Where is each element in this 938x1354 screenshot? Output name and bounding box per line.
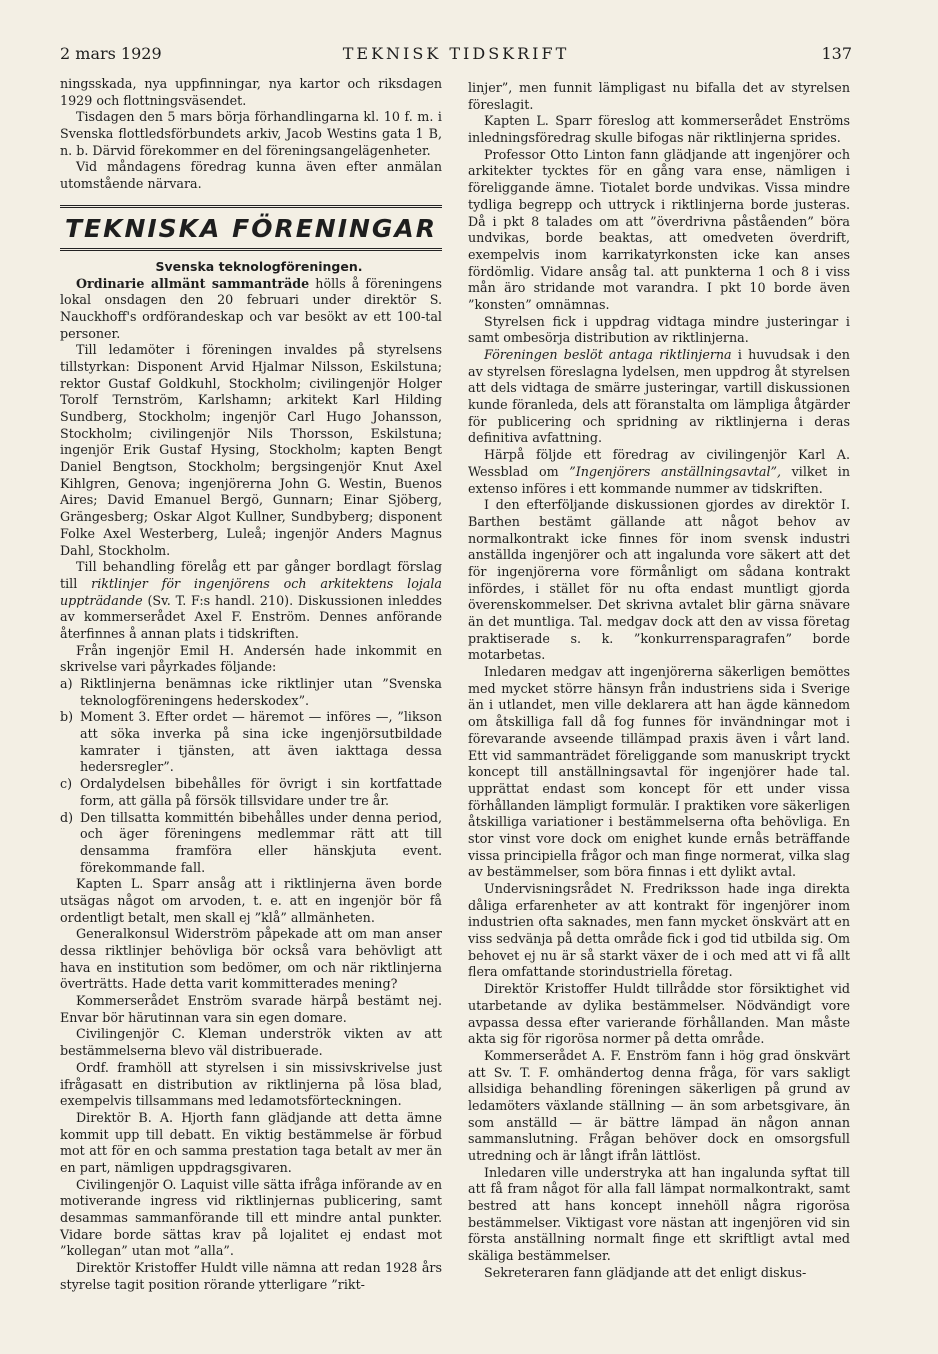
paragraph [468, 447, 850, 497]
paragraph: Generalkonsul Widerström påpekade att om man anser dessa riktlinjer behövliga bör också vara behövligt att hava en institution som bedömer, om och när riktlinjerna överträtts. Hade detta varit kommitterades mening? [60, 926, 442, 992]
paragraph: Sekreteraren fann glädjande att det enligt diskus- [484, 1264, 807, 1280]
paragraph: Tisdagen den 5 mars börja förhandlingarna kl. 10 f. m. i Svenska flottledsförbundets arkiv, Jacob Westins gata 1 B, n. b. Därvid förekommer en del föreningsangelägenheter. [60, 109, 442, 158]
paragraph: Professor Otto Linton fann glädjande att ingenjörer och arkitekter tycktes för en gång vara ense, nämligen i föreliggande ämne. Tiotalet borde undvikas. Vissa mindre tydliga begrepp och uttryck i riktlinjerna borde justeras. Då i pkt 8 talades om att ”överdrivna påståenden” böra undvikas, borde beaktas, att omedveten överdrift, exempelvis inom karrikatyrkonsten icke kan anses fördömlig. Vidare ansåg tal. att punkterna 1 och 8 i viss mån äro stridande mot varandra. I pkt 10 borde även ”konsten” omnämnas. [468, 146, 850, 312]
section-title: TEKNISKA FÖRENINGAR [64, 213, 438, 243]
list-item [60, 709, 442, 776]
paragraph: Inledaren medgav att ingenjörerna säkerligen bemöttes med mycket större hänsyn från industriens sida i Sverige än i utlandet, men ville deklarera att han ägde kännedom om åtskilliga fall då fog funnes för invändningar mot i förevarande avseende tillämpad praxis även i vårt land. Ett vid sammanträdet föreliggande som manuskript tryckt koncept till anställningsavtal för ingenjörer hade tal. upprättat endast som koncept för ett under vissa förhållanden lämpligt formulär. I praktiken vore säkerligen åtskilliga variationer i bestämmelserna ofta behövliga. En stor vinst vore dock om enighet kunde ernås beträffande vissa principiella frågor och man finge normerat, vilka slag av bestämmelser, som böra finnas i ett dylikt avtal. [468, 664, 850, 880]
paragraph: Direktör Kristoffer Huldt tillrådde stor försiktighet vid utarbetande av dylika bestämmelser. Nödvändigt vore avpassa dessa efter varierande förhållanden. Man måste akta sig för rigorösa normer på detta område. [468, 981, 850, 1047]
paragraph: Vid måndagens föredrag kunna även efter anmälan utomstående närvara. [60, 159, 442, 192]
paragraph: Kommerserådet Enström svarade härpå bestämt nej. Envar bör härutinnan vara sin egen domare. [60, 993, 442, 1025]
paragraph: linjer”, men funnit lämpligast nu bifalla det av styrelsen föreslagit. [468, 80, 850, 112]
list-label: a) [60, 676, 73, 691]
list-text: Riktlinjerna benämnas icke riktlinjer utan ”Svenska teknologföreningens hederskodex”. [80, 676, 442, 708]
list-item [60, 776, 442, 809]
paragraph: Civilingenjör C. Kleman underströk vikten av att bestämmelserna blevo väl distribuerade. [60, 1026, 442, 1059]
paragraph: Inledaren ville understryka att han ingalunda syftat till att få fram något för alla fall lämpat normalkontrakt, samt bestred att hans koncept innehöll några rigorösa bestämmelser. Viktigast vore nästan att ingenjören vid sin första anställning normalt finge ett skriftligt avtal med skäliga bestämmelser. [468, 1164, 850, 1264]
list-label: d) [60, 809, 74, 825]
list-text: Moment 3. Efter ordet — häremot — införes —, ”likson att söka inverka på sina icke ingenjörsutbildade kamrater i tjänsten, att även iakttaga dessa hedersregler”. [80, 709, 442, 775]
section-banner [60, 205, 442, 251]
paragraph: Civilingenjör O. Laquist ville sätta ifråga införande av en motiverande ingress vid riktlinjernas publicering, samt desammas sammanförande till ett mindre antal punkter. Vidare borde sättas krav på lojalitet ej endast mot ”kollegan” utan mot ”alla”. [60, 1176, 442, 1259]
society-heading: Svenska teknologföreningen. [155, 258, 363, 274]
paragraph: Direktör B. A. Hjorth fann glädjande att detta ämne kommit upp till debatt. En viktig bestämmelse är förbud mot att för en och samma prestation taga betalt av mer än en part, nämligen uppdragsgivaren. [60, 1109, 442, 1175]
proposal-list [60, 676, 442, 876]
paragraph [60, 276, 442, 343]
paragraph [60, 559, 442, 642]
list-text: Ordalydelsen bibehålles för övrigt i sin kortfattade form, att gälla på försök tillsvidare under tre år. [80, 776, 442, 808]
paragraph: I den efterföljande diskussionen gjordes av direktör I. Barthen bestämt gällande att något behov av normalkontrakt icke finnes för inom svensk industri anställda ingenjörer och att ingalunda vore säkert att det för ingenjörerna vore förmånligt om sådana kontrakt infördes, i stället för nu ofta endast muntligt gjorda överenskommelser. Det skrivna avtalet blir gärna snävare än det muntliga. Tal. medgav dock att den av vissa företag praktiserade s. k. ”konkurrensparagrafen” borde motarbetas. [468, 497, 850, 663]
list-label: b) [60, 709, 74, 725]
meeting-heading: Ordinarie allmänt sammanträde [76, 275, 310, 291]
paragraph: Kapten L. Sparr ansåg att i riktlinjerna även borde utsägas något om arvoden, t. e. att en ingenjör bör få ordentligt betalt, men skall ej ”klå” allmänheten. [60, 876, 442, 925]
list-item [60, 676, 442, 709]
right-column [468, 80, 850, 1282]
list-item [60, 810, 442, 877]
italic-title: riktlinjer för ingenjörens och arkitektens lojala uppträdande [60, 575, 442, 608]
text-run: i huvudsak i den av styrelsen föreslagna lydelsen, men uppdrog åt styrelsen att dels vidtaga de smärre justeringar, vartill diskussionen kunde föranleda, dels att föranstalta om lämpliga åtgärder för publicering och spridning av riktlinjerna i deras definitiva avfattning. [468, 347, 850, 446]
text-run: Härpå följde ett föredrag av civilingenjör Karl A. Wessblad om [468, 447, 850, 479]
paragraph: Undervisningsrådet N. Fredriksson hade inga direkta dåliga erfarenheter av att kontrakt för ingenjörer inom industrien ofta saknades, men fann mycket önskvärt att en viss sedvänja på detta område fick i god tid utbilda sig. Om behovet ej nu är så starkt växer de i och med att vi få allt flera omfattande storindustriella företag. [468, 881, 850, 980]
page-header [60, 44, 852, 68]
page-number: 137 [821, 44, 852, 63]
meeting-text: hölls å föreningens lokal onsdagen den 20 februari under direktör S. Nauckhoff's ordförandeskap och var besökt av ett 100-tal personer. [60, 275, 442, 341]
paragraph: Kommerserådet A. F. Enström fann i hög grad önskvärt att Sv. T. F. omhändertog denna fråga, för vars sakligt allsidiga behandling föreningen säkerligen på grund av ledamöters växlande ställning — än som arbetsgivare, än som anställd — är bättre lämpad än någon annan sammanslutning. Frågan behöver dock en omsorgsfull utredning och är långt ifrån lättlöst. [468, 1047, 850, 1163]
paragraph: Direktör Kristoffer Huldt ville nämna att redan 1928 års styrelse tagit position rörande ytterligare ”rikt- [60, 1260, 442, 1292]
issue-date: 2 mars 1929 [60, 44, 162, 63]
journal-title: TEKNISK TIDSKRIFT [342, 44, 570, 63]
list-text: Den tillsatta kommittén bibehålles under denna period, och äger föreningens medlemmar rätt att till densamma framföra eller hänskjuta event. förekommande fall. [80, 809, 442, 875]
paragraph [468, 347, 850, 447]
paragraph: Styrelsen fick i uppdrag vidtaga mindre justeringar i samt ombesörja distribution av riktlinjerna. [468, 313, 850, 346]
italic-decision: Föreningen beslöt antaga riktlinjerna [484, 347, 732, 362]
list-label: c) [60, 776, 73, 792]
text-run: (Sv. T. F:s handl. 210). Diskussionen inleddes av kommerserådet Axel F. Enström. Dennes anförande återfinnes å annan plats i tidskriften. [60, 592, 442, 641]
paragraph: ningsskada, nya uppfinningar, nya kartor och riksdagen 1929 och flottningsväsendet. [60, 76, 442, 108]
paragraph: Ordf. framhöll att styrelsen i sin missivskrivelse just ifrågasatt en distribution av riktlinjerna på lösa blad, exempelvis tillsammans med ledamotsförteckningen. [60, 1059, 442, 1109]
text-run: Till behandling förelåg ett par gånger bordlagt förslag till [60, 559, 442, 591]
paragraph: Från ingenjör Emil H. Andersén hade inkommit en skrivelse vari påyrkades följande: [60, 642, 442, 675]
left-column [60, 76, 442, 1293]
italic-title: ”Ingenjörers anställningsavtal”, [569, 463, 782, 479]
paragraph: Kapten L. Sparr föreslog att kommerserådet Enströms inledningsföredrag skulle bifogas när riktlinjerna sprides. [468, 113, 850, 146]
text-run: vilket in extenso införes i ett kommande nummer av tidskriften. [468, 463, 850, 496]
paragraph: Till ledamöter i föreningen invaldes på styrelsens tillstyrkan: Disponent Arvid Hjalmar Nilsson, Eskilstuna; rektor Gustaf Goldkuhl, Stockholm; civilingenjör Holger Torolf Ternström, Karlshamn; arkitekt Karl Hilding Sundberg, Stockholm; ingenjör Carl Hugo Johansson, Stockholm; civilingenjör Nils Thorsson, Eskilstuna; ingenjör Erik Gustaf Hysing, Stockholm; kapten Bengt Daniel Bengtson, Stockholm; bergsingenjör Knut Axel Kihlgren, Genova; ingenjörerna John G. Westin, Buenos Aires; David Emanuel Bergö, Gunnarn; Einar Sjöberg, Grängesberg; Oskar Algot Kullner, Sundbyberg; disponent Folke Axel Westerberg, Luleå; ingenjör Anders Magnus Dahl, Stockholm. [60, 342, 442, 558]
